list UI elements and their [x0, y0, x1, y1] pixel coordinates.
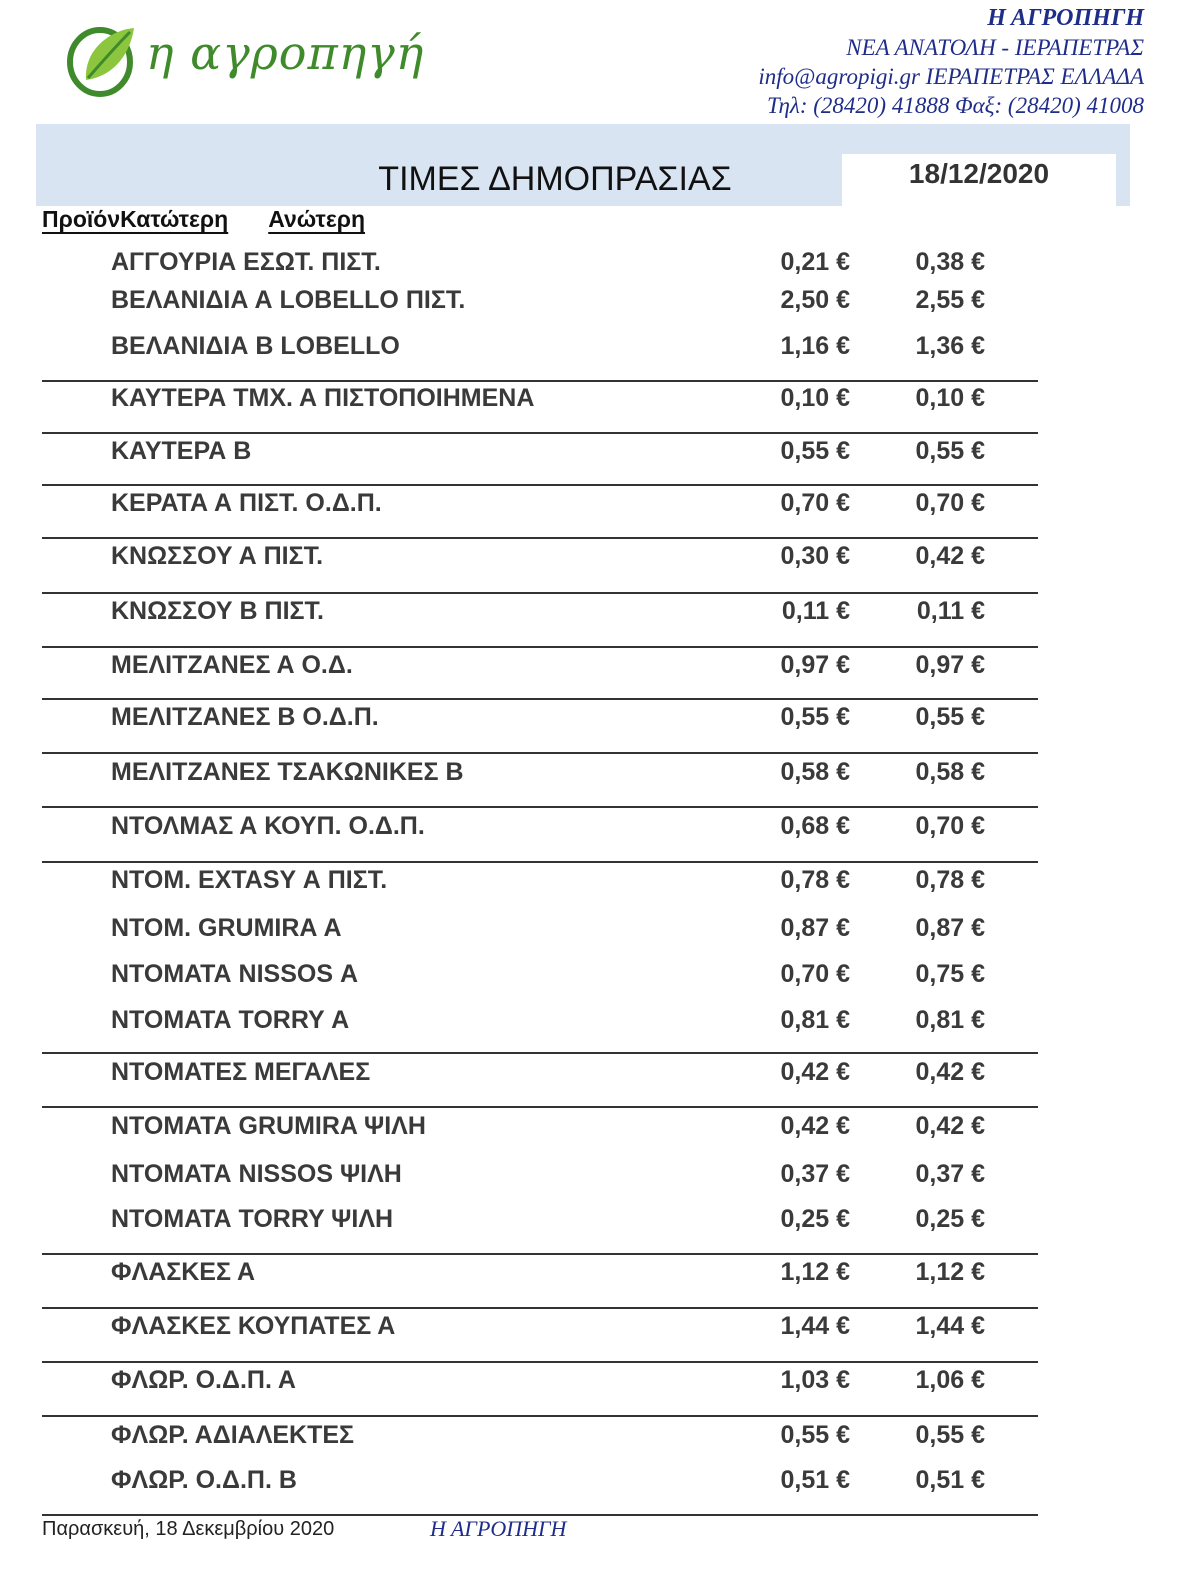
- high-price: 0,42 €: [915, 1058, 985, 1086]
- high-price: 0,10 €: [915, 384, 985, 412]
- high-price: 0,55 €: [915, 437, 985, 465]
- product-name: ΚΑΥΤΕΡΑ Β: [111, 437, 252, 465]
- product-name: ΚΝΩΣΣΟΥ Β ΠΙΣΤ.: [111, 597, 325, 625]
- row-divider: [42, 380, 1038, 382]
- low-price: 0,78 €: [780, 866, 850, 894]
- high-price: 0,55 €: [915, 703, 985, 731]
- table-row: [0, 332, 1200, 368]
- low-price: 0,11 €: [781, 597, 850, 625]
- company-phone: Τηλ: (28420) 41888 Φαξ: (28420) 41008: [766, 93, 1144, 118]
- low-price: 0,58 €: [780, 758, 850, 786]
- high-price: 0,58 €: [915, 758, 985, 786]
- company-location: ΝΕΑ ΑΝΑΤΟΛΗ - ΙΕΡΑΠΕΤΡΑΣ: [846, 35, 1144, 60]
- high-price: 0,25 €: [915, 1205, 985, 1233]
- high-price: 0,11 €: [916, 597, 985, 625]
- low-price: 0,10 €: [780, 384, 850, 412]
- product-name: ΝΤΟΜΑΤΑ TORRY ΨΙΛΗ: [111, 1205, 394, 1233]
- product-name: ΜΕΛΙΤΖΑΝΕΣ Α Ο.Δ.: [111, 651, 353, 679]
- table-row: [0, 1160, 1200, 1196]
- product-name: ΝΤΟΜΑΤΑ TORRY Α: [111, 1006, 350, 1034]
- high-price: 0,38 €: [915, 248, 985, 276]
- high-price: 0,78 €: [915, 866, 985, 894]
- table-row: [0, 248, 1200, 284]
- product-name: ΚΝΩΣΣΟΥ Α ΠΙΣΤ.: [111, 542, 324, 570]
- table-row: [0, 1421, 1200, 1457]
- row-divider: [42, 1253, 1038, 1255]
- leaf-logo-icon: [64, 18, 144, 98]
- high-price: 0,97 €: [915, 651, 985, 679]
- table-row: [0, 1258, 1200, 1294]
- row-divider: [42, 646, 1038, 648]
- row-divider: [42, 752, 1038, 754]
- product-name: ΝΤΟΜΑΤΕΣ ΜΕΓΑΛΕΣ: [111, 1058, 371, 1086]
- table-row: [0, 866, 1200, 902]
- table-row: [0, 812, 1200, 848]
- table-row: [0, 286, 1200, 322]
- product-name: ΦΛΑΣΚΕΣ Α: [111, 1258, 256, 1286]
- table-row: [0, 1112, 1200, 1148]
- high-price: 2,55 €: [915, 286, 985, 314]
- row-divider: [42, 1106, 1038, 1108]
- product-name: ΝΤΟΜΑΤΑ GRUMIRA ΨΙΛΗ: [111, 1112, 426, 1140]
- high-price: 0,55 €: [915, 1421, 985, 1449]
- table-row: [0, 437, 1200, 473]
- low-price: 0,37 €: [780, 1160, 850, 1188]
- low-price: 1,03 €: [780, 1366, 850, 1394]
- column-header-high: Ανώτερη: [268, 206, 366, 232]
- low-price: 0,87 €: [780, 914, 850, 942]
- footer-date: Παρασκευή, 18 Δεκεμβρίου 2020: [42, 1518, 335, 1540]
- row-divider: [42, 698, 1038, 700]
- low-price: 1,12 €: [780, 1258, 850, 1286]
- product-name: ΦΛΑΣΚΕΣ ΚΟΥΠΑΤΕΣ Α: [111, 1312, 396, 1340]
- company-name: Η ΑΓΡΟΠΗΓΗ: [987, 5, 1144, 31]
- product-name: ΝΤΟΜΑΤΑ NISSOS ΨΙΛΗ: [111, 1160, 402, 1188]
- company-logo: [64, 18, 425, 98]
- product-name: ΝΤΟΜ. GRUMIRA Α: [111, 914, 342, 942]
- high-price: 0,70 €: [915, 812, 985, 840]
- high-price: 0,42 €: [915, 542, 985, 570]
- column-header: [42, 206, 365, 233]
- product-name: ΝΤΟΛΜΑΣ Α ΚΟΥΠ. Ο.Δ.Π.: [111, 812, 425, 840]
- table-row: [0, 1006, 1200, 1042]
- table-row: [0, 542, 1200, 578]
- table-row: [0, 1466, 1200, 1502]
- product-name: ΦΛΩΡ. Ο.Δ.Π. Α: [111, 1366, 296, 1394]
- table-row: [0, 384, 1200, 420]
- table-row: [0, 703, 1200, 739]
- low-price: 0,21 €: [780, 248, 850, 276]
- product-name: ΦΛΩΡ. ΑΔΙΑΛΕΚΤΕΣ: [111, 1421, 355, 1449]
- low-price: 1,16 €: [780, 332, 850, 360]
- product-name: ΚΑΥΤΕΡΑ ΤΜΧ. Α ΠΙΣΤΟΠΟΙΗΜΕΝΑ: [111, 384, 535, 412]
- table-row: [0, 914, 1200, 950]
- product-name: ΦΛΩΡ. Ο.Δ.Π. Β: [111, 1466, 297, 1494]
- low-price: 0,51 €: [780, 1466, 850, 1494]
- row-divider: [42, 861, 1038, 863]
- table-row: [0, 597, 1200, 633]
- row-divider: [42, 1052, 1038, 1054]
- row-divider: [42, 806, 1038, 808]
- high-price: 1,06 €: [915, 1366, 985, 1394]
- low-price: 0,55 €: [780, 703, 850, 731]
- product-name: ΒΕΛΑΝΙΔΙΑ Β LOBELLO: [111, 332, 400, 360]
- low-price: 0,55 €: [780, 437, 850, 465]
- row-divider: [42, 592, 1038, 594]
- high-price: 0,42 €: [915, 1112, 985, 1140]
- low-price: 0,81 €: [780, 1006, 850, 1034]
- low-price: 0,55 €: [780, 1421, 850, 1449]
- low-price: 0,42 €: [780, 1058, 850, 1086]
- logo-wordmark: η αγροπηγή: [146, 26, 425, 80]
- high-price: 1,44 €: [915, 1312, 985, 1340]
- high-price: 0,75 €: [915, 960, 985, 988]
- row-divider: [42, 537, 1038, 539]
- row-divider: [42, 1361, 1038, 1363]
- high-price: 0,37 €: [915, 1160, 985, 1188]
- high-price: 0,87 €: [915, 914, 985, 942]
- product-name: ΝΤΟΜΑΤΑ NISSOS Α: [111, 960, 359, 988]
- table-row: [0, 1312, 1200, 1348]
- high-price: 0,81 €: [915, 1006, 985, 1034]
- low-price: 0,42 €: [780, 1112, 850, 1140]
- low-price: 0,68 €: [780, 812, 850, 840]
- table-row: [0, 960, 1200, 996]
- low-price: 2,50 €: [780, 286, 850, 314]
- product-name: ΜΕΛΙΤΖΑΝΕΣ ΤΣΑΚΩΝΙΚΕΣ Β: [111, 758, 464, 786]
- row-divider: [42, 1415, 1038, 1417]
- row-divider: [42, 484, 1038, 486]
- product-name: ΚΕΡΑΤΑ Α ΠΙΣΤ. Ο.Δ.Π.: [111, 489, 382, 517]
- column-header-product-low: ΠροϊόνΚατώτερη: [42, 206, 229, 232]
- product-name: ΑΓΓΟΥΡΙΑ ΕΣΩΤ. ΠΙΣΤ.: [111, 248, 381, 276]
- low-price: 1,44 €: [780, 1312, 850, 1340]
- row-divider: [42, 432, 1038, 434]
- table-row: [0, 758, 1200, 794]
- low-price: 0,25 €: [780, 1205, 850, 1233]
- footer-company: Η ΑΓΡΟΠΗΓΗ: [430, 1516, 567, 1541]
- product-name: ΒΕΛΑΝΙΔΙΑ Α LOBELLO ΠΙΣΤ.: [111, 286, 466, 314]
- row-divider: [42, 1307, 1038, 1309]
- low-price: 0,70 €: [780, 960, 850, 988]
- table-row: [0, 651, 1200, 687]
- low-price: 0,70 €: [780, 489, 850, 517]
- company-email: info@agropigi.gr ΙΕΡΑΠΕΤΡΑΣ ΕΛΛΑΔΑ: [758, 64, 1144, 89]
- high-price: 1,12 €: [915, 1258, 985, 1286]
- table-row: [0, 1366, 1200, 1402]
- product-name: ΝΤΟΜ. EXTASY Α ΠΙΣΤ.: [111, 866, 388, 894]
- product-name: ΜΕΛΙΤΖΑΝΕΣ Β Ο.Δ.Π.: [111, 703, 379, 731]
- high-price: 0,51 €: [915, 1466, 985, 1494]
- table-row: [0, 1058, 1200, 1094]
- company-info: [758, 4, 1144, 120]
- table-row: [0, 1205, 1200, 1241]
- table-row: [0, 489, 1200, 525]
- low-price: 0,30 €: [780, 542, 850, 570]
- auction-date: 18/12/2020: [908, 158, 1050, 189]
- high-price: 1,36 €: [915, 332, 985, 360]
- low-price: 0,97 €: [780, 651, 850, 679]
- page-title: ΤΙΜΕΣ ΔΗΜΟΠΡΑΣΙΑΣ: [378, 160, 732, 198]
- high-price: 0,70 €: [915, 489, 985, 517]
